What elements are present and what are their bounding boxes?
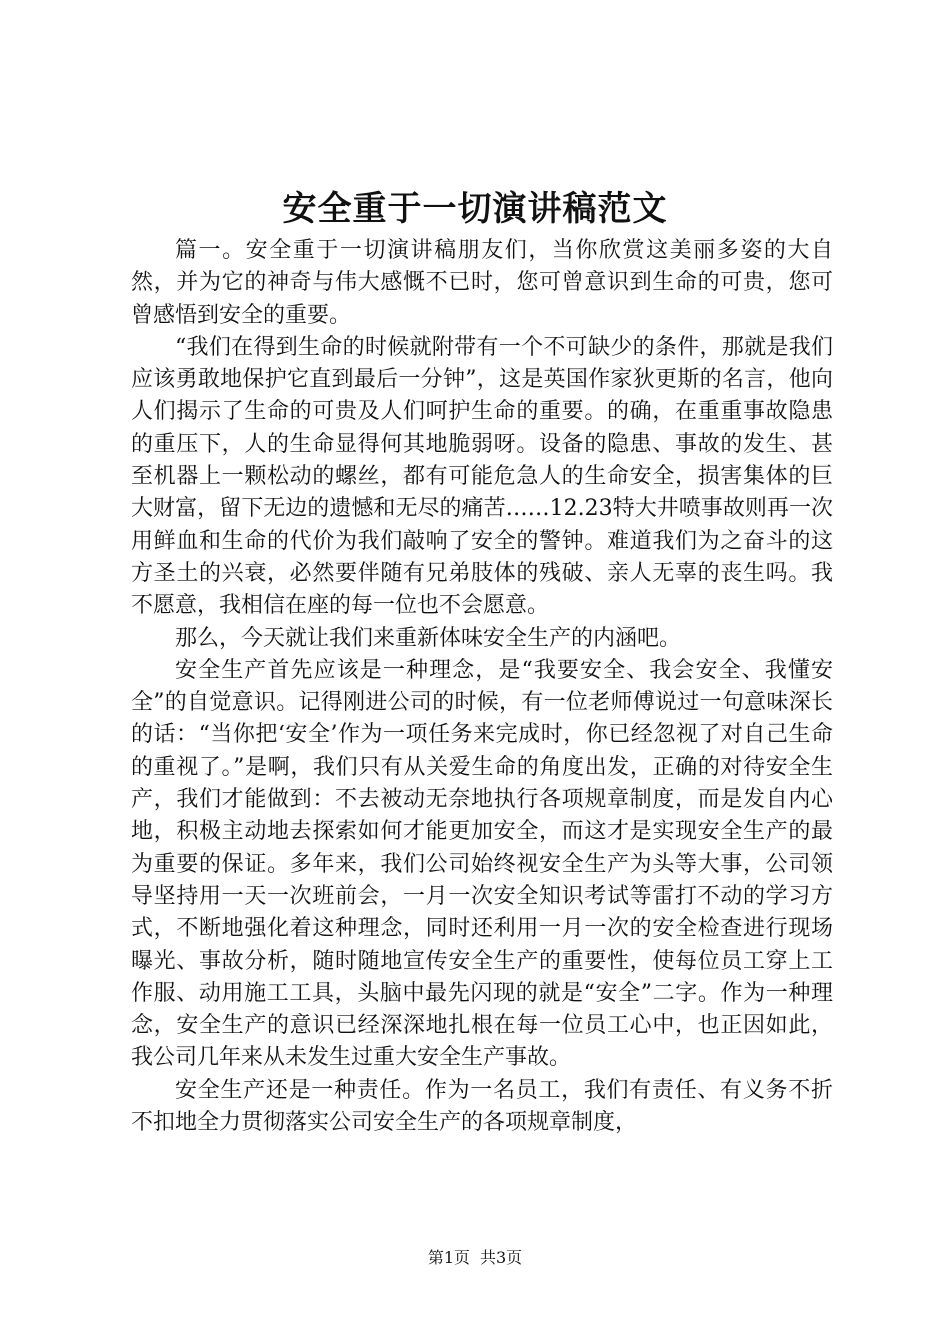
paragraph: 安全生产首先应该是一种理念，是“我要安全、我会安全、我懂安全”的自觉意识。记得刚进公司的时候，有一位老师傅说过一句意味深长的话：“当你把‘安全’作为一项任务来完成时，你已经忽视了对自己生命的重视了。”是啊，我们只有从关爱生命的角度出发，正确的对待安全生产，我们才能做到：不去被动无奈地执行各项规章制度，而是发自内心地，积极主动地去探索如何才能更加安全，而这才是实现安全生产的最为重要的保证。多年来，我们公司始终视安全生产为头等大事，公司领导坚持用一天一次班前会，一月一次安全知识考试等雷打不动的学习方式，不断地强化着这种理念，同时还利用一月一次的安全检查进行现场曝光、事故分析，随时随地宣传安全生产的重要性，使每位员工穿上工作服、动用施工工具，头脑中最先闪现的就是“安全”二字。作为一种理念，安全生产的意识已经深深地扎根在每一位员工心中，也正因如此，我公司几年来从未发生过重大安全生产事故。 [131,657,833,1071]
page-number: 第1页 [427,1248,470,1267]
document-title: 安全重于一切演讲稿范文 [282,189,668,229]
document-body [131,235,833,1139]
paragraph: 篇一。安全重于一切演讲稿朋友们，当你欣赏这美丽多姿的大自然，并为它的神奇与伟大感慨不已时，您可曾意识到生命的可贵，您可曾感悟到安全的重要。 [131,238,833,328]
paragraph: 安全生产还是一种责任。作为一名员工，我们有责任、有义务不折不扣地全力贯彻落实公司安全生产的各项规章制度， [131,1077,833,1136]
page-total: 共3页 [480,1248,523,1267]
paragraph: 那么，今天就让我们来重新体味安全生产的内涵吧。 [175,625,682,651]
paragraph: “我们在得到生命的时候就附带有一个不可缺少的条件，那就是我们应该勇敢地保护它直到最后一分钟”，这是英国作家狄更斯的名言，他向人们揭示了生命的可贵及人们呵护生命的重要。的确，在重重事故隐患的重压下，人的生命显得何其地脆弱呀。设备的隐患、事故的发生、甚至机器上一颗松动的螺丝，都有可能危急人的生命安全，损害集体的巨大财富，留下无边的遗憾和无尽的痛苦……12.23特大井喷事故则再一次用鲜血和生命的代价为我们敲响了安全的警钟。难道我们为之奋斗的这方圣土的兴衰，必然要伴随有兄弟肢体的残破、亲人无辜的丧生吗。我不愿意，我相信在座的每一位也不会愿意。 [131,334,833,619]
page-footer [0,1247,950,1269]
